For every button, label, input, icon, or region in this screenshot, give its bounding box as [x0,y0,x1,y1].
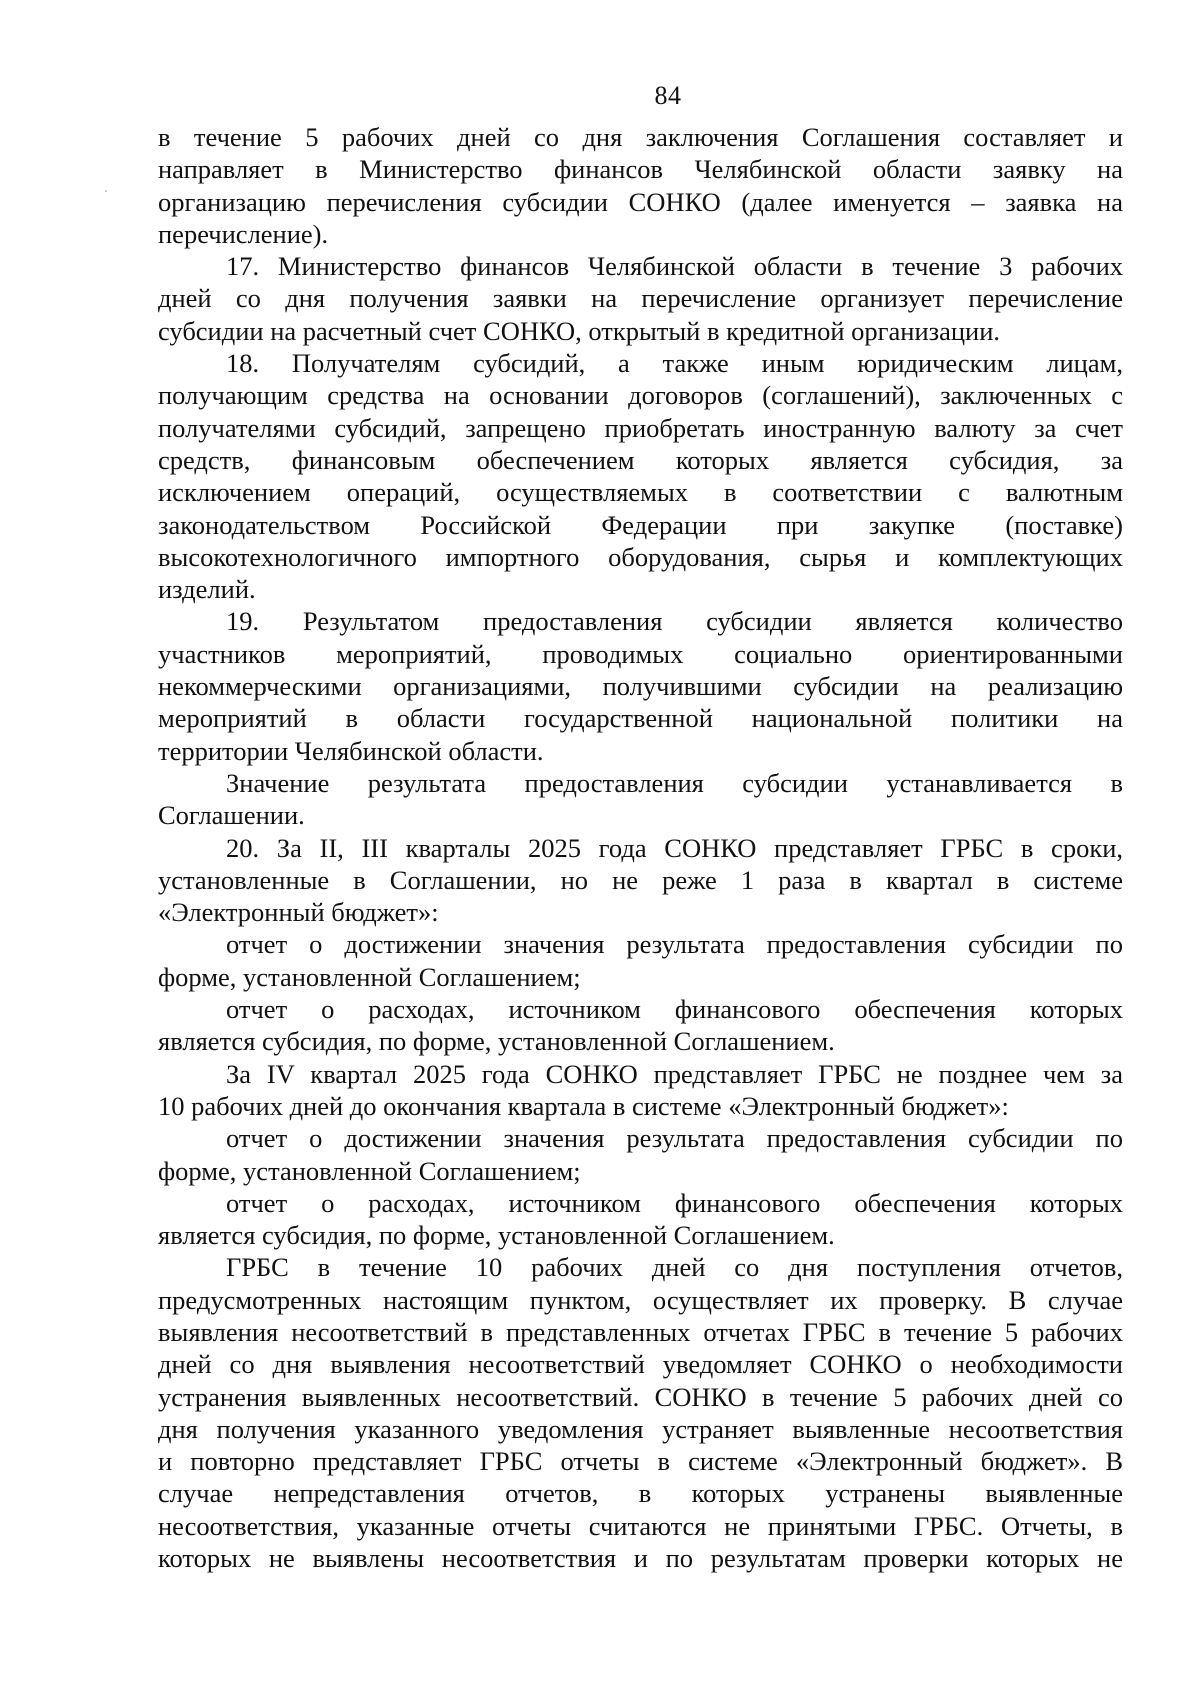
text-line: дней со дня получения заявки на перечисление организует перечисление [158,283,1123,314]
text-line: направляет в Министерство финансов Челябинской области заявку на [158,154,1123,185]
text-line: «Электронный бюджет»: [158,897,439,928]
text-line: 10 рабочих дней до окончания квартала в системе «Электронный бюджет»: [158,1090,1009,1121]
text-line: устранения выявленных несоответствий. СОНКО в течение 5 рабочих дней со [158,1381,1123,1412]
text-line: 17. Министерство финансов Челябинской области в течение 3 рабочих [226,251,1123,282]
text-line: является субсидия, по форме, установленной Соглашением. [158,1026,835,1057]
text-line: случае непредставления отчетов, в которых устранены выявленные [158,1478,1123,1509]
text-line: Соглашении. [158,800,305,831]
text-line: 18. Получателям субсидий, а также иным юридическим лицам, [226,348,1123,379]
text-line: форме, установленной Соглашением; [158,961,581,992]
text-line: 19. Результатом предоставления субсидии является количество [226,606,1123,637]
text-line: и повторно представляет ГРБС отчеты в системе «Электронный бюджет». В [158,1446,1123,1477]
text-line: получателями субсидий, запрещено приобретать иностранную валюту за счет [158,412,1123,443]
text-line: в течение 5 рабочих дней со дня заключения Соглашения составляет и [158,122,1123,152]
text-line: средств, финансовым обеспечением которых является субсидия, за [158,444,1123,475]
text-line: дней со дня выявления несоответствий уведомляет СОНКО о необходимости [158,1349,1123,1380]
scan-speck [105,190,107,192]
text-line: некоммерческими организациями, получившими субсидии на реализацию [158,671,1123,702]
text-line: форме, установленной Соглашением; [158,1155,581,1186]
text-line: установленные в Соглашении, но не реже 1 раза в квартал в системе [158,864,1123,895]
text-line: которых не выявлены несоответствия и по результатам проверки которых не [158,1543,1123,1574]
text-line: За IV квартал 2025 года СОНКО представляет ГРБС не позднее чем за [226,1058,1123,1089]
text-line: получающим средства на основании договоров (соглашений), заключенных с [158,380,1123,411]
text-line: высокотехнологичного импортного оборудования, сырья и комплектующих [158,541,1123,572]
text-line: дня получения указанного уведомления устраняет выявленные несоответствия [158,1413,1123,1444]
text-line: организацию перечисления субсидии СОНКО (далее именуется – заявка на [158,186,1123,217]
text-line: изделий. [158,574,256,605]
text-line: исключением операций, осуществляемых в соответствии с валютным [158,477,1123,508]
document-body [158,121,1123,1574]
text-line: территории Челябинской области. [158,735,544,766]
text-line: участников мероприятий, проводимых социально ориентированными [158,638,1123,669]
text-line: отчет о расходах, источником финансового обеспечения которых [226,1187,1123,1218]
text-line: 20. За II, III кварталы 2025 года СОНКО представляет ГРБС в сроки, [226,832,1123,863]
text-line: отчет о расходах, источником финансового обеспечения которых [226,994,1123,1025]
text-line: несоответствия, указанные отчеты считаются не принятыми ГРБС. Отчеты, в [158,1510,1123,1541]
text-line: отчет о достижении значения результата предоставления субсидии по [226,929,1123,960]
text-line: ГРБС в течение 10 рабочих дней со дня поступления отчетов, [226,1252,1123,1283]
text-line: субсидии на расчетный счет СОНКО, открытый в кредитной организации. [158,315,1001,346]
text-line: предусмотренных настоящим пунктом, осуществляет их проверку. В случае [158,1284,1123,1315]
page-number: 84 [654,81,682,110]
text-line: является субсидия, по форме, установленной Соглашением. [158,1220,835,1251]
text-line: мероприятий в области государственной национальной политики на [158,703,1123,734]
text-line: выявления несоответствий в представленных отчетах ГРБС в течение 5 рабочих [158,1316,1123,1347]
text-line: перечисление). [158,218,329,249]
text-line: отчет о достижении значения результата предоставления субсидии по [226,1123,1123,1154]
text-line: Значение результата предоставления субсидии устанавливается в [226,767,1123,798]
text-line: законодательством Российской Федерации при закупке (поставке) [158,509,1123,540]
